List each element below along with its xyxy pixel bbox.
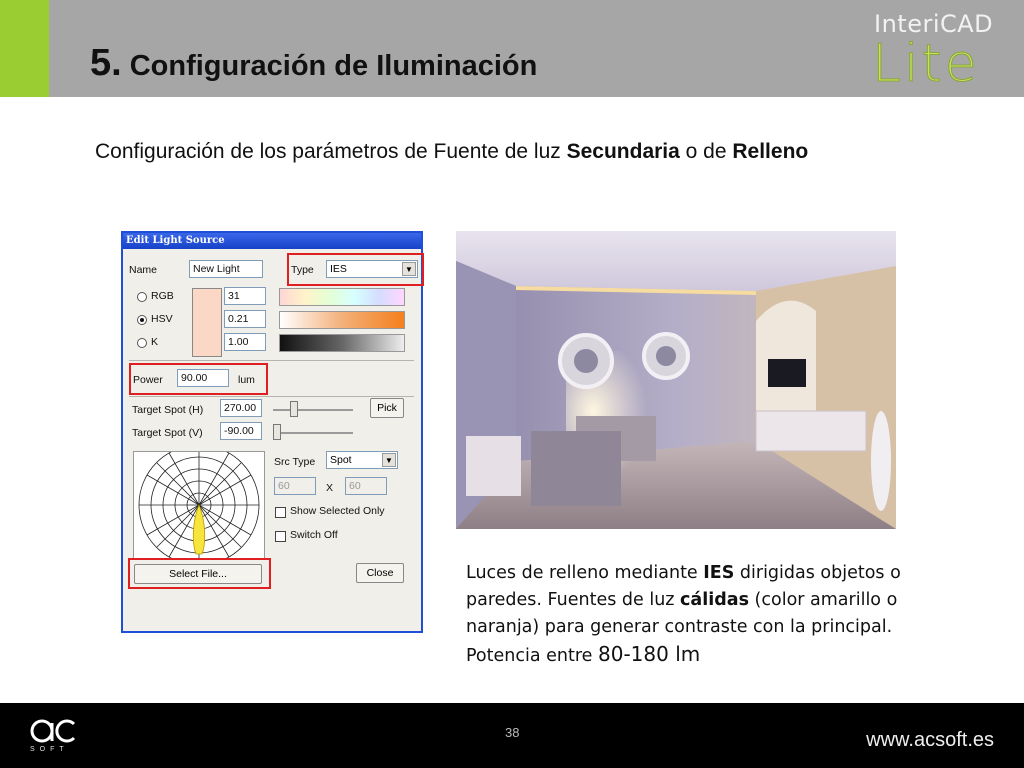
show-selected-only-label: Show Selected Only xyxy=(290,505,385,517)
power-unit: lum xyxy=(238,374,255,386)
footer-bar xyxy=(0,703,1024,768)
target-h-thumb[interactable] xyxy=(290,401,298,417)
highlight-type xyxy=(287,253,424,286)
target-h-field[interactable]: 270.00 xyxy=(220,399,262,417)
logo-line2: Lite xyxy=(872,34,980,94)
room-render-image xyxy=(456,231,896,529)
header-band xyxy=(0,0,1024,97)
logo-line1: InteriCAD xyxy=(874,10,994,38)
chevron-down-icon: ▼ xyxy=(382,453,396,467)
src-width-field[interactable]: 60 xyxy=(274,477,316,495)
target-v-slider[interactable] xyxy=(273,432,353,434)
brand-subtext: SOFT xyxy=(30,746,69,753)
color-swatch[interactable] xyxy=(192,288,222,357)
hue-field[interactable]: 31 xyxy=(224,287,266,305)
slide-number: 5. xyxy=(90,42,122,84)
type-select-value: IES xyxy=(330,263,347,275)
desc-bold2: cálidas xyxy=(680,590,749,610)
type-label: Type xyxy=(291,264,314,276)
edit-light-source-dialog xyxy=(121,231,423,633)
subtitle-bold2: Relleno xyxy=(732,140,809,163)
power-field[interactable]: 90.00 xyxy=(177,369,229,387)
chevron-down-icon: ▼ xyxy=(402,262,416,276)
radio-rgb[interactable] xyxy=(137,292,147,302)
website-url[interactable]: www.acsoft.es xyxy=(866,729,994,751)
saturation-bar[interactable] xyxy=(279,311,405,329)
desc-range: 80-180 lm xyxy=(598,642,701,666)
src-height-field[interactable]: 60 xyxy=(345,477,387,495)
target-v-field[interactable]: -90.00 xyxy=(220,422,262,440)
target-h-slider[interactable] xyxy=(273,409,353,411)
ies-distribution-diagram xyxy=(133,451,265,560)
subtitle-prefix: Configuración de los parámetros de Fuente de luz xyxy=(95,140,567,163)
target-h-label: Target Spot (H) xyxy=(132,404,204,416)
power-label: Power xyxy=(133,374,163,386)
dialog-titlebar[interactable]: Edit Light Source xyxy=(123,233,421,249)
k-label: K xyxy=(151,336,159,348)
divider xyxy=(129,360,414,361)
hsv-label: HSV xyxy=(151,313,173,325)
name-label: Name xyxy=(129,264,158,276)
subtitle xyxy=(95,140,808,164)
subtitle-middle: o de xyxy=(679,140,733,163)
select-file-button[interactable]: Select File... xyxy=(134,564,262,584)
radio-hsv[interactable] xyxy=(137,315,147,325)
name-field[interactable]: New Light xyxy=(189,260,263,278)
description-text xyxy=(466,560,906,670)
target-v-thumb[interactable] xyxy=(273,424,281,440)
subtitle-bold1: Secundaria xyxy=(566,140,680,163)
polar-grid-icon xyxy=(134,452,264,559)
size-x-label: X xyxy=(326,482,334,494)
desc-part1: Luces de relleno mediante xyxy=(466,563,704,583)
highlight-select-file xyxy=(128,558,271,589)
src-type-label: Src Type xyxy=(274,456,316,468)
desc-part2: dirigidas objetos o paredes. Fuentes de luz xyxy=(466,563,901,610)
value-bar[interactable] xyxy=(279,334,405,352)
rgb-label: RGB xyxy=(151,290,174,302)
switch-off-label: Switch Off xyxy=(290,529,338,541)
target-v-label: Target Spot (V) xyxy=(132,427,203,439)
slide-title-text: Configuración de Iluminación xyxy=(129,50,538,82)
src-type-select[interactable] xyxy=(326,451,398,469)
highlight-power xyxy=(129,363,268,395)
slide-title xyxy=(90,42,537,85)
divider xyxy=(129,396,414,397)
saturation-field[interactable]: 0.21 xyxy=(224,310,266,328)
switch-off-checkbox[interactable] xyxy=(275,531,286,542)
desc-part3: (color amarillo o naranja) para generar contraste con la principal. Potencia entre xyxy=(466,590,898,666)
header-accent xyxy=(0,0,49,97)
src-type-value: Spot xyxy=(330,454,352,466)
value-field[interactable]: 1.00 xyxy=(224,333,266,351)
show-selected-only-checkbox[interactable] xyxy=(275,507,286,518)
desc-bold1: IES xyxy=(703,563,735,583)
close-button[interactable]: Close xyxy=(356,563,404,583)
hue-bar[interactable] xyxy=(279,288,405,306)
radio-k[interactable] xyxy=(137,338,147,348)
pick-button[interactable]: Pick xyxy=(370,398,404,418)
page-number: 38 xyxy=(505,725,520,740)
intericad-logo xyxy=(872,8,994,94)
